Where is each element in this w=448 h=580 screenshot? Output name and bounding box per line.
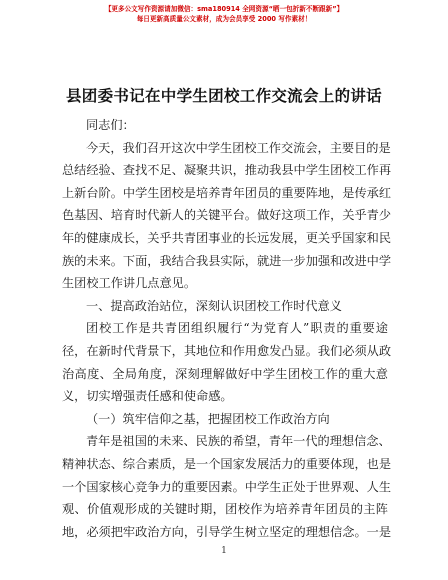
body-line: 族的未来。下面，我结合我县实际，就进一步加强和改进中学 — [62, 253, 392, 268]
document-title: 县团委书记在中学生团校工作交流会上的讲话 — [65, 87, 382, 105]
body-line: 总结经验、查找不足、凝聚共识，推动我县中学生团校工作再 — [62, 163, 392, 178]
promo-banner-line-1: 【更多公文写作资源请加微信：sma180914 全网资源“晒一包折新不断跟新”】 — [104, 5, 344, 13]
body-line: 色基因、培育时代新人的关键平台。做好这项工作，关乎青少 — [62, 208, 392, 223]
body-line: 年的健康成长，关乎共青团事业的长远发展，更关乎国家和民 — [62, 230, 392, 245]
body-line: 团校工作是共青团组织履行“为党育人”职责的重要途 — [86, 321, 388, 336]
body-line: 观、价值观形成的关键时期，团校作为培养青年团员的主阵 — [62, 502, 388, 517]
body-line: 上新台阶。中学生团校是培养青年团员的重要阵地，是传承红 — [62, 185, 392, 200]
body-line: 今天，我们召开这次中学生团校工作交流会，主要目的是 — [86, 140, 391, 155]
page-number: 1 — [221, 546, 227, 556]
document-body — [62, 114, 392, 543]
body-line: 地，必须把牢政治方向，引导学生树立坚定的理想信念。一是 — [62, 524, 392, 539]
body-line: 一个国家核心竞争力的重要因素。中学生正处于世界观、人生 — [62, 479, 392, 494]
promo-banner — [0, 4, 448, 24]
body-line: 一、提高政治站位，深刻认识团校工作时代意义 — [86, 298, 342, 313]
body-line: 青年是祖国的未来、民族的希望，青年一代的理想信念、 — [86, 434, 391, 449]
body-line: 精神状态、综合素质，是一个国家发展活力的重要体现，也是 — [62, 456, 392, 471]
body-line: 治高度、全局角度，深刻理解做好中学生团校工作的重大意 — [62, 366, 388, 381]
body-line: 义，切实增强责任感和使命感。 — [62, 389, 233, 404]
body-line: （一）筑牢信仰之基，把握团校工作政治方向 — [86, 411, 330, 426]
body-line: 生团校工作讲几点意见。 — [62, 276, 197, 291]
body-line: 同志们： — [86, 118, 135, 132]
body-line: 径，在新时代背景下，其地位和作用愈发凸显。我们必须从政 — [62, 343, 392, 358]
promo-banner-line-2: 每日更新高质量公文素材，成为会员享受 2000 写作素材！ — [136, 15, 312, 23]
